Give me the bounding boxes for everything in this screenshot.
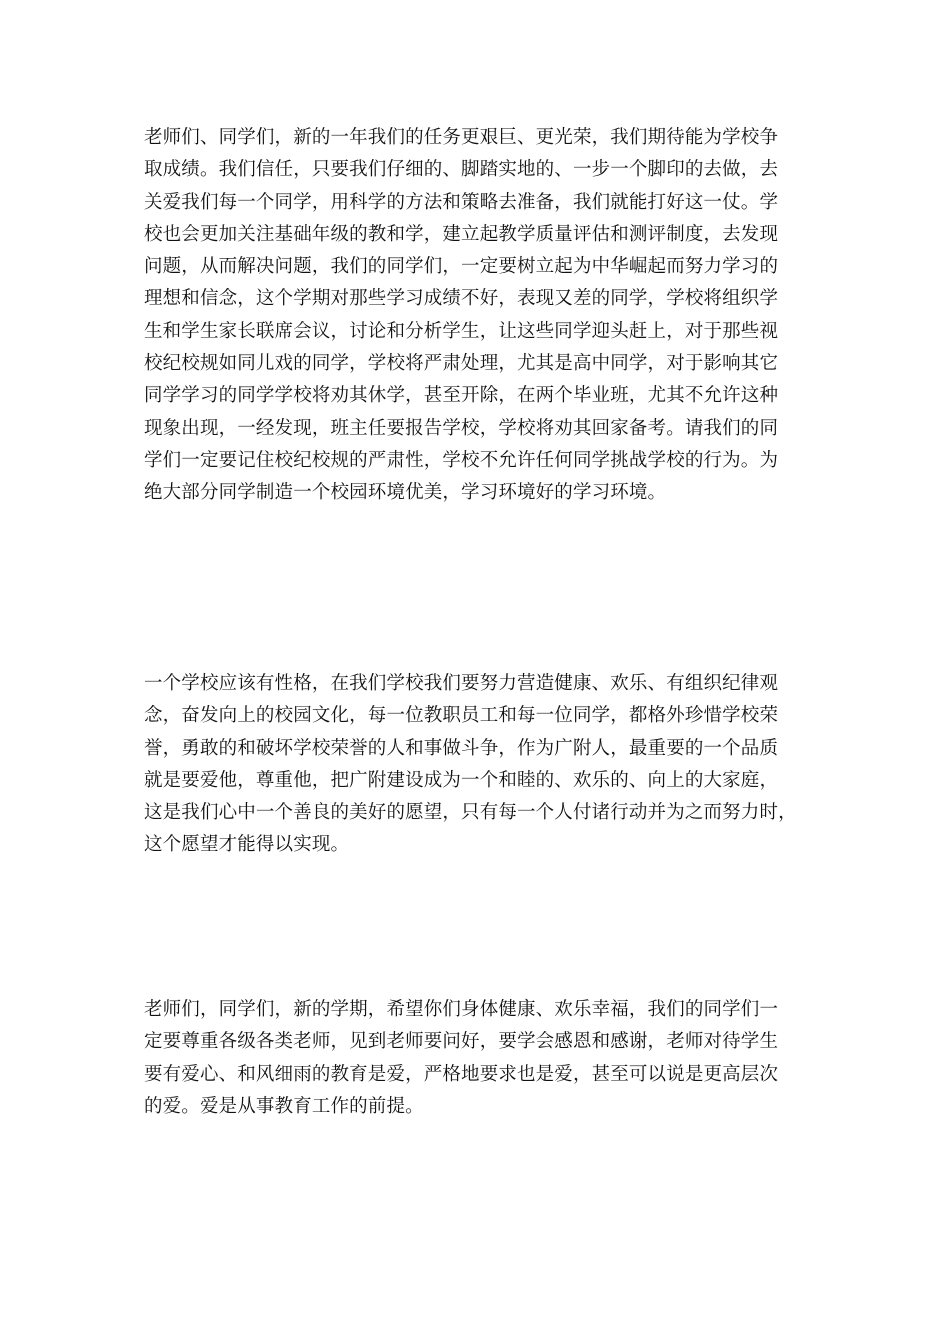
paragraph-line: 校也会更加关注基础年级的教和学，建立起教学质量评估和测评制度，去发现	[144, 223, 779, 245]
paragraph-line: 绝大部分同学制造一个校园环境优美，学习环境好的学习环境。	[144, 482, 667, 504]
paragraph-line: 校纪校规如同儿戏的同学，学校将严肃处理，尤其是高中同学，对于影响其它	[144, 353, 779, 375]
paragraph-2	[144, 668, 806, 862]
paragraph-3	[144, 994, 806, 1123]
paragraph-line: 取成绩。我们信任，只要我们仔细的、脚踏实地的、一步一个脚印的去做，去	[144, 159, 779, 181]
paragraph-line: 老师们、同学们，新的一年我们的任务更艰巨、更光荣，我们期待能为学校争	[144, 127, 779, 148]
paragraph-line: 誉，勇敢的和破坏学校荣誉的人和事做斗争，作为广附人，最重要的一个品质	[144, 737, 779, 759]
paragraph-line: 念，奋发向上的校园文化，每一位教职员工和每一位同学，都格外珍惜学校荣	[144, 705, 779, 727]
paragraph-line: 定要尊重各级各类老师，见到老师要问好，要学会感恩和感谢，老师对待学生	[144, 1031, 779, 1053]
paragraph-line: 理想和信念，这个学期对那些学习成绩不好，表现又差的同学，学校将组织学	[144, 288, 779, 310]
paragraph-line: 关爱我们每一个同学，用科学的方法和策略去准备，我们就能打好这一仗。学	[144, 191, 779, 213]
paragraph-line: 这是我们心中一个善良的美好的愿望，只有每一个人付诸行动并为之而努力时，	[144, 802, 797, 824]
paragraph-line: 学们一定要记住校纪校规的严肃性，学校不允许任何同学挑战学校的行为。为	[144, 449, 779, 471]
paragraph-line: 现象出现，一经发现，班主任要报告学校，学校将劝其回家备考。请我们的同	[144, 417, 779, 439]
paragraph-line: 生和学生家长联席会议，讨论和分析学生，让这些同学迎头赶上，对于那些视	[144, 320, 779, 342]
paragraph-line: 同学学习的同学学校将劝其休学，甚至开除，在两个毕业班，尤其不允许这种	[144, 385, 779, 407]
paragraph-line: 问题，从而解决问题，我们的同学们，一定要树立起为中华崛起而努力学习的	[144, 256, 779, 278]
paragraph-line: 这个愿望才能得以实现。	[144, 834, 350, 856]
paragraph-line: 一个学校应该有性格，在我们学校我们要努力营造健康、欢乐、有组织纪律观	[144, 673, 779, 694]
paragraph-1	[144, 122, 806, 510]
paragraph-line: 就是要爱他，尊重他，把广附建设成为一个和睦的、欢乐的、向上的大家庭，	[144, 769, 779, 791]
paragraph-line: 要有爱心、和风细雨的教育是爱，严格地要求也是爱，甚至可以说是更高层次	[144, 1063, 779, 1085]
paragraph-line: 老师们，同学们，新的学期，希望你们身体健康、欢乐幸福，我们的同学们一	[144, 999, 779, 1020]
paragraph-line: 的爱。爱是从事教育工作的前提。	[144, 1095, 424, 1117]
